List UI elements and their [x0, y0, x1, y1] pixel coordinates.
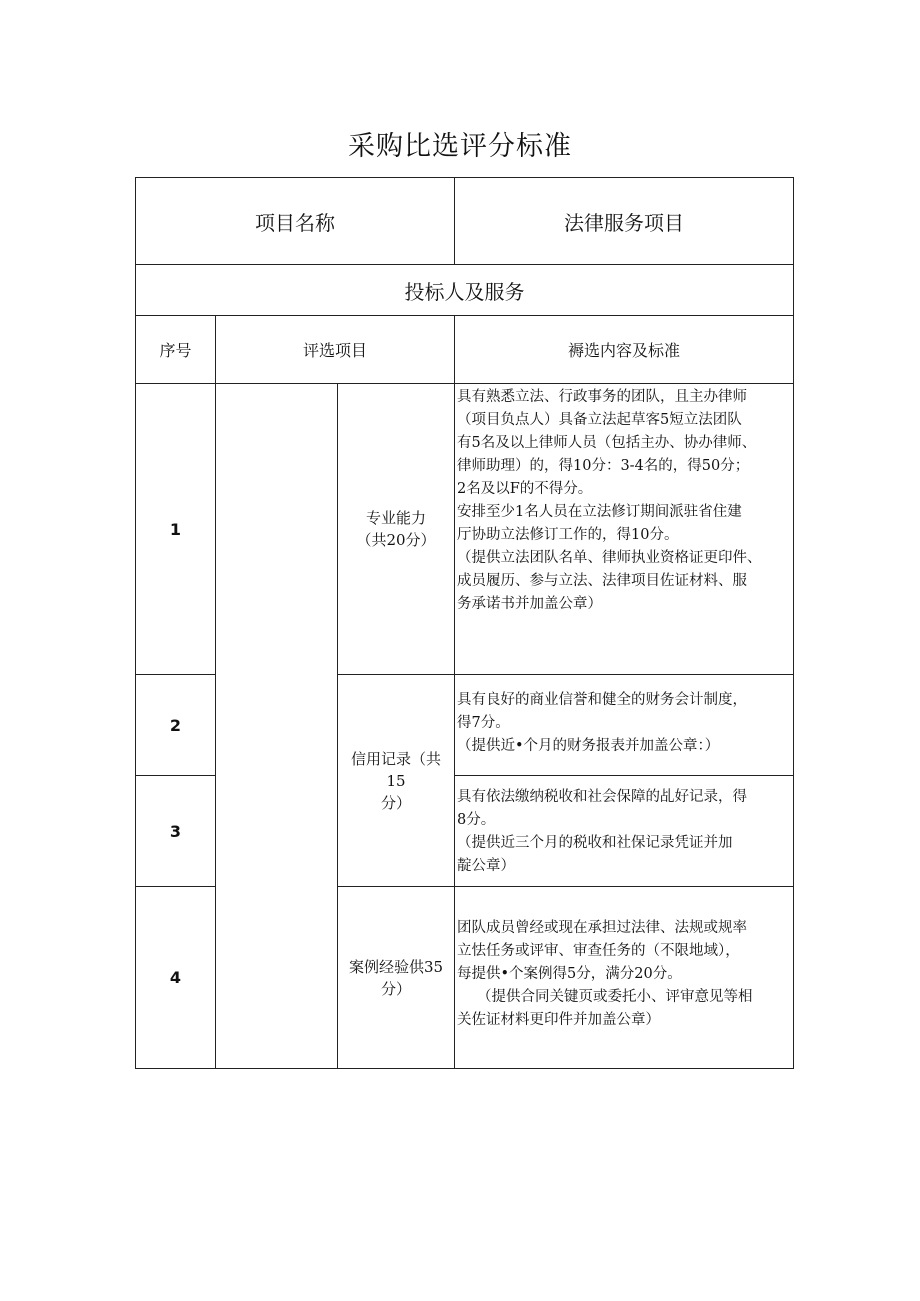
page-title: 采购比选评分标准	[348, 131, 572, 162]
row-seq: 1	[136, 384, 216, 675]
content-line: 团队成员曾经或现在承担过法律、法规或规率	[457, 920, 747, 936]
row-content	[455, 675, 794, 776]
content-line: 靛公章）	[457, 858, 515, 874]
category-line: 分）	[380, 793, 411, 812]
project-name-label: 项目名称	[136, 178, 455, 265]
row-seq: 2	[136, 675, 216, 776]
content-line: （项目负点人）具备立法起草客5短立法团队	[457, 412, 742, 428]
category-line: 信用记录（共	[350, 749, 441, 768]
column-header-standard: 褥选内容及标准	[455, 316, 794, 384]
content-line: 有5名及以上律师人员（包括主办、协办律师、	[457, 435, 757, 451]
row-category	[338, 887, 455, 1069]
row-seq: 4	[136, 887, 216, 1069]
category-line: 分）	[380, 979, 411, 998]
item-blank-cell	[216, 384, 338, 1069]
section-row	[136, 265, 794, 316]
category-line: 15	[386, 771, 406, 790]
content-line: 成员履历、参与立法、法律项目佐证材料、服	[457, 573, 747, 589]
project-name-value: 法律服务项目	[455, 178, 794, 265]
content-line: 具有依法缴纳税收和社会保障的乩好记录，得	[457, 789, 747, 805]
content-line: 具有良好的商业信誉和健全的财务会计制度，	[457, 692, 747, 708]
content-line: 厅协助立法修订工作的，得10分。	[457, 527, 679, 543]
row-content	[455, 887, 794, 1069]
content-line: 具有熟悉立法、行政事务的团队，且主办律师	[457, 389, 747, 405]
category-line: （共20分）	[356, 531, 436, 549]
table-row	[136, 384, 794, 675]
content-line: （提供合同关键页或委托小、评审意见等相	[477, 989, 753, 1005]
column-header-item: 评选项目	[216, 316, 455, 384]
column-header-row	[136, 316, 794, 384]
row-content	[455, 384, 794, 675]
row-seq: 3	[136, 776, 216, 887]
content-line: 得7分。	[457, 715, 510, 731]
content-line: 律师助理）的，得10分：3-4名的，得50分；	[457, 458, 750, 474]
content-line: 每提供•个案例得5分，满分20分。	[457, 966, 682, 982]
content-line: 立怯任务或评审、审查任务的（不限地域），	[457, 943, 740, 959]
content-line: 8分。	[457, 812, 496, 828]
content-line: 关佐证材料更印件并加盖公章）	[457, 1012, 660, 1028]
content-line: 安排至少1名人员在立法修订期间派驻省住建	[457, 504, 742, 520]
content-line: （提供近三个月的税收和社保记录凭证并加	[457, 835, 733, 851]
category-line: 专业能力	[365, 509, 426, 527]
row-category	[338, 675, 455, 887]
content-line: （提供近•个月的财务报表并加盖公章：）	[457, 738, 720, 754]
project-row	[136, 178, 794, 265]
section-title: 投标人及服务	[136, 265, 794, 316]
scoring-table	[135, 177, 794, 1069]
category-line: 案例经验供35	[348, 957, 444, 976]
row-category	[338, 384, 455, 675]
column-header-seq: 序号	[136, 316, 216, 384]
row-content	[455, 776, 794, 887]
content-line: 2名及以F的不得分。	[457, 481, 593, 497]
content-line: 务承诺书并加盖公章）	[457, 596, 602, 612]
content-line: （提供立法团队名单、律师执业资格证更印件、	[457, 550, 762, 566]
